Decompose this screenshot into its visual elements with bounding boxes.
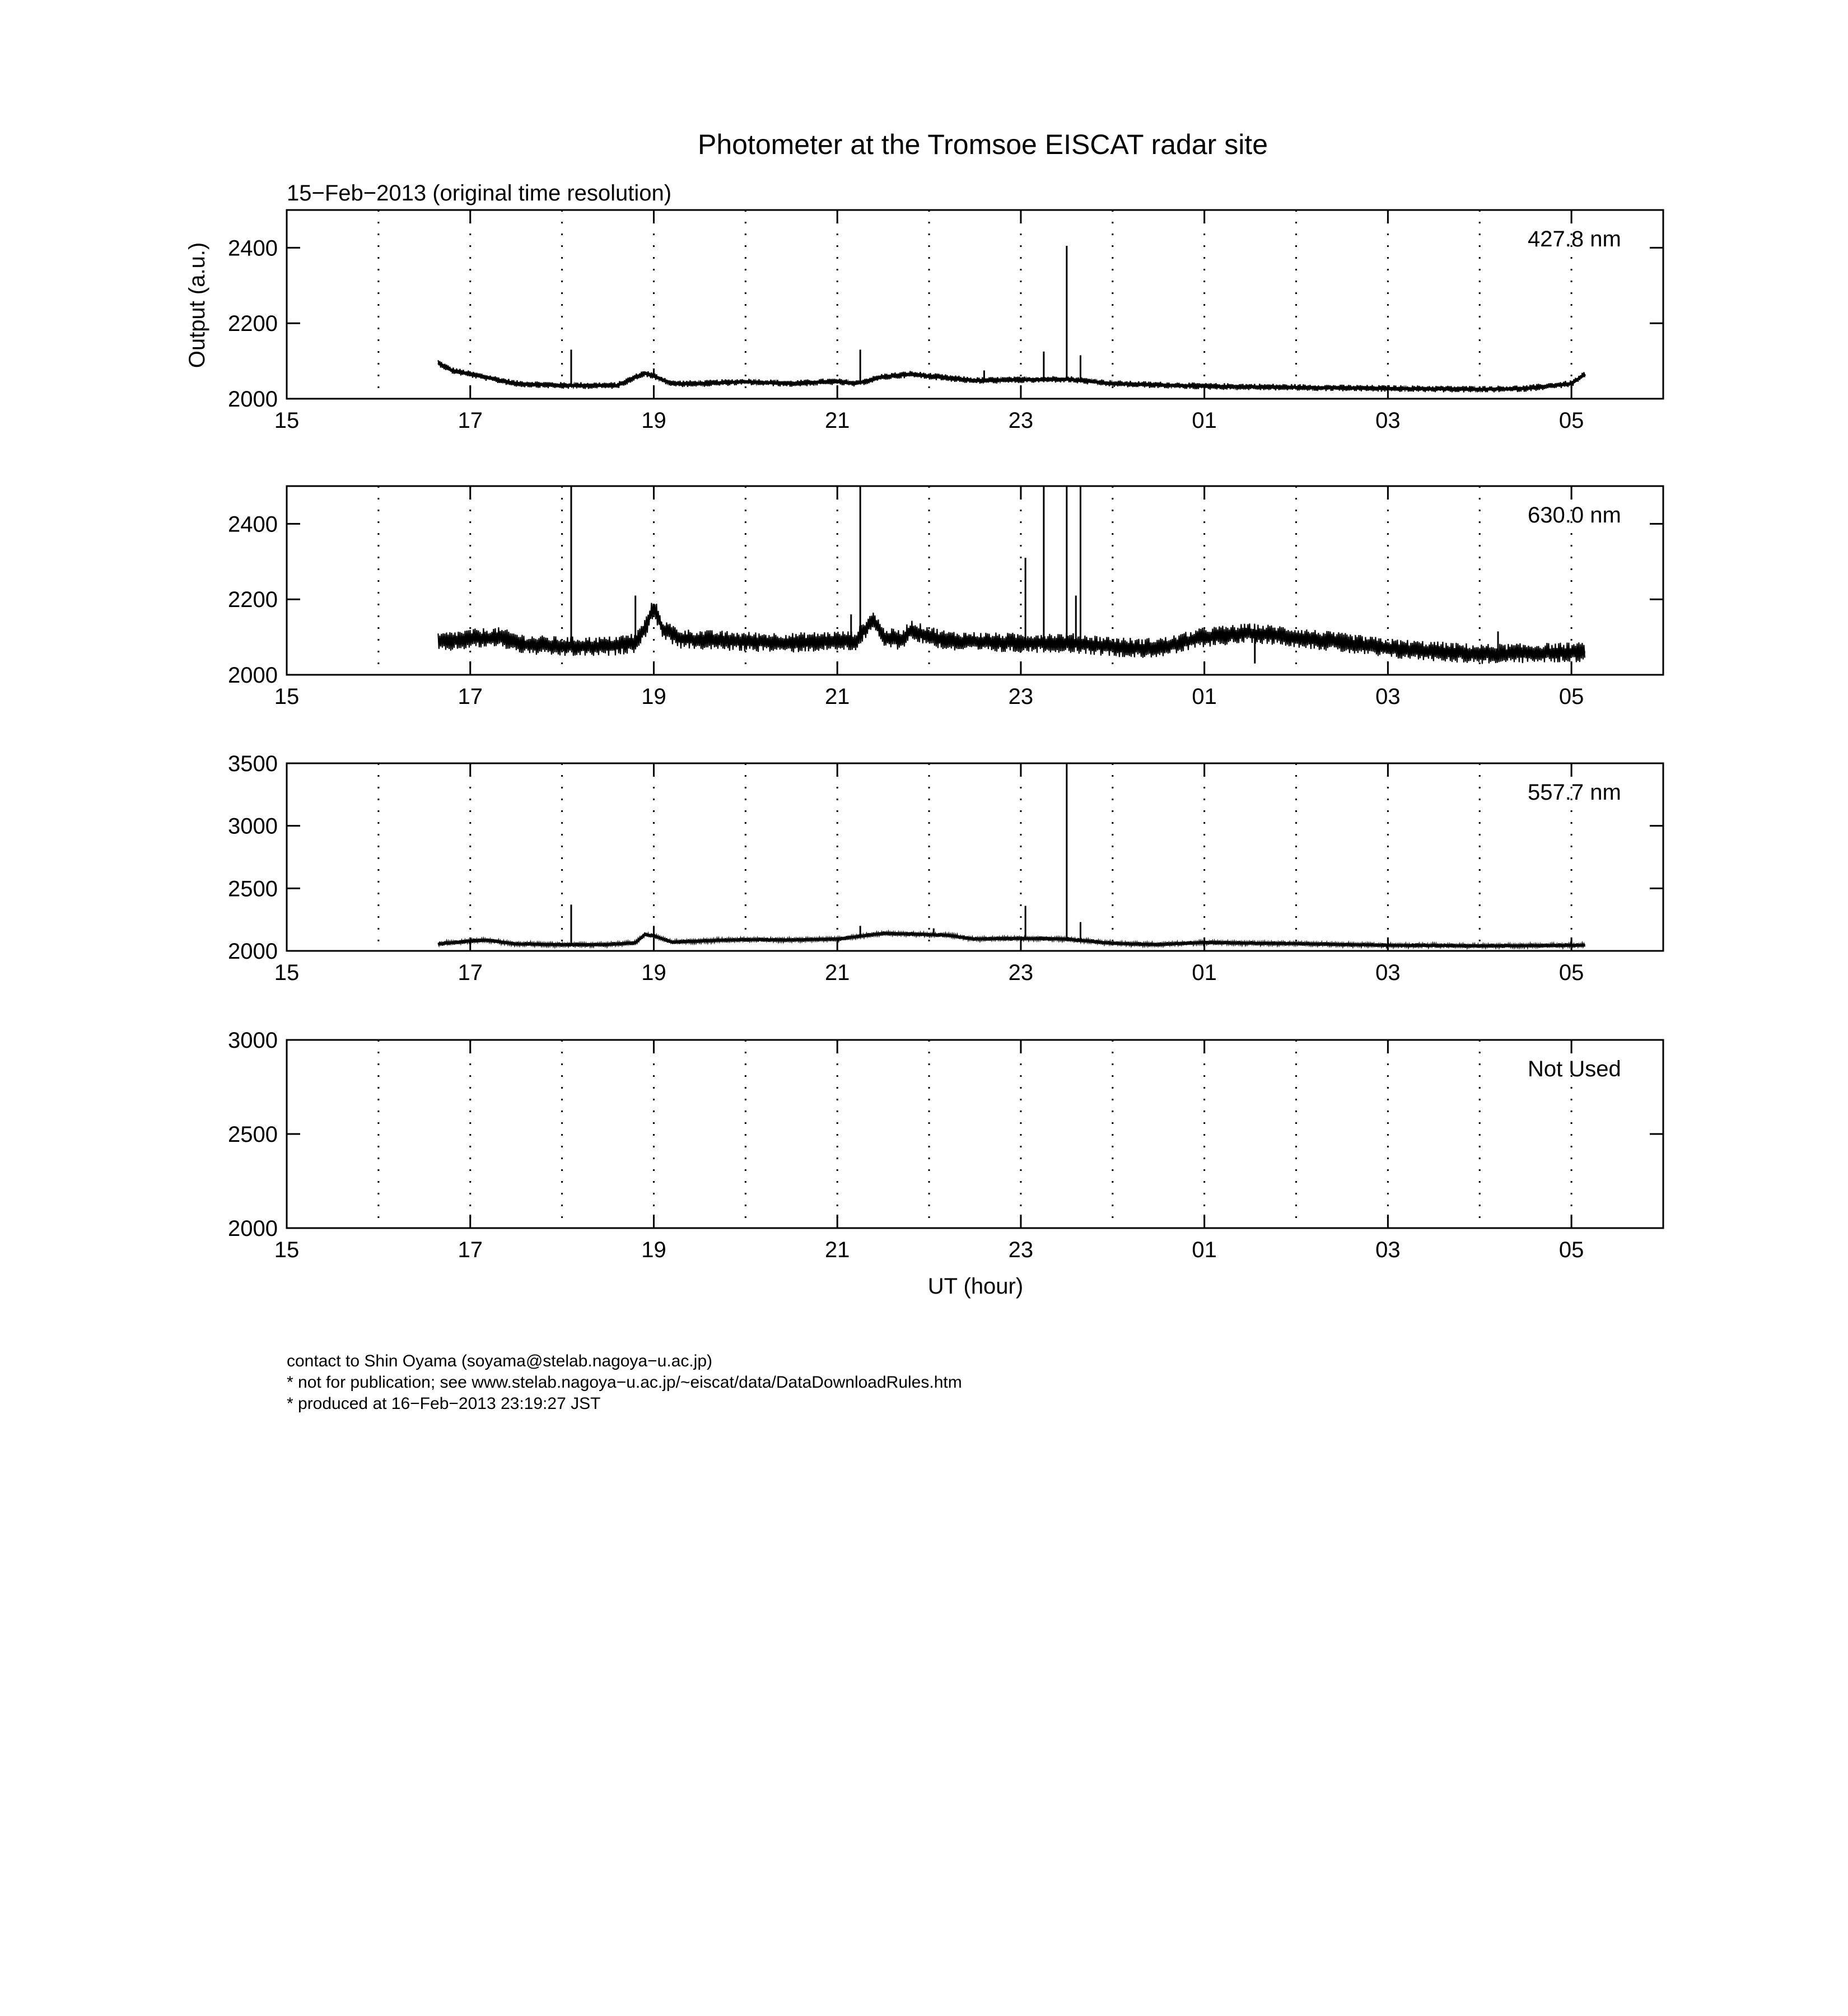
series-label: 427.8 nm [1528, 227, 1621, 251]
x-tick-label: 05 [1558, 408, 1584, 433]
panel-4 [228, 1028, 1663, 1262]
x-axis-label: UT (hour) [927, 1274, 1024, 1299]
x-tick-label: 17 [458, 408, 483, 433]
x-tick-label: 21 [824, 408, 850, 433]
x-tick-label: 23 [1008, 684, 1034, 709]
x-tick-label: 01 [1192, 960, 1217, 985]
footer-notice: * not for publication; see www.stelab.nagoya−u.ac.jp/~eiscat/data/DataDownloadRules.htm [287, 1373, 962, 1392]
x-tick-label: 21 [824, 684, 850, 709]
plot-frame [287, 210, 1663, 399]
x-tick-label: 19 [641, 684, 666, 709]
figure-title: Photometer at the Tromsoe EISCAT radar site [697, 129, 1268, 160]
series-label: 630.0 nm [1528, 503, 1621, 528]
y-tick-label: 2500 [228, 876, 278, 902]
y-tick-label: 3000 [228, 814, 278, 839]
figure-subtitle: 15−Feb−2013 (original time resolution) [287, 181, 672, 206]
y-tick-label: 2200 [228, 311, 278, 337]
panel-1 [228, 210, 1663, 433]
y-tick-label: 2000 [228, 939, 278, 964]
x-tick-label: 19 [641, 960, 666, 985]
x-tick-label: 01 [1192, 684, 1217, 709]
x-tick-label: 03 [1375, 408, 1401, 433]
footer-produced: * produced at 16−Feb−2013 23:19:27 JST [287, 1394, 601, 1413]
x-tick-label: 23 [1008, 1238, 1034, 1262]
series-label: Not Used [1528, 1057, 1621, 1081]
x-tick-label: 05 [1558, 1238, 1584, 1262]
series-trace [438, 603, 1584, 664]
y-tick-label: 2000 [228, 663, 278, 688]
x-tick-label: 17 [458, 1238, 483, 1262]
series-centerline [438, 363, 1585, 389]
y-tick-label: 2400 [228, 236, 278, 261]
x-tick-label: 21 [824, 960, 850, 985]
x-tick-label: 23 [1008, 408, 1034, 433]
panels [228, 210, 1663, 1262]
series-label: 557.7 nm [1528, 780, 1621, 805]
x-tick-label: 15 [274, 1238, 300, 1262]
x-tick-label: 15 [274, 960, 300, 985]
x-tick-label: 03 [1375, 1238, 1401, 1262]
y-tick-label: 3000 [228, 1028, 278, 1053]
x-tick-label: 19 [641, 1238, 666, 1262]
y-tick-label: 2000 [228, 1216, 278, 1241]
x-tick-label: 03 [1375, 960, 1401, 985]
x-tick-label: 17 [458, 684, 483, 709]
x-tick-label: 03 [1375, 684, 1401, 709]
x-tick-label: 21 [824, 1238, 850, 1262]
plot-frame [287, 763, 1663, 951]
x-tick-label: 23 [1008, 960, 1034, 985]
x-tick-label: 15 [274, 408, 300, 433]
panel-2 [228, 486, 1663, 709]
x-tick-label: 19 [641, 408, 666, 433]
y-axis-label: Output (a.u.) [185, 242, 209, 368]
plot-frame [287, 1040, 1663, 1228]
x-tick-label: 15 [274, 684, 300, 709]
footer-contact: contact to Shin Oyama (soyama@stelab.nagoya−u.ac.jp) [287, 1352, 713, 1370]
y-tick-label: 2400 [228, 512, 278, 537]
x-tick-label: 17 [458, 960, 483, 985]
y-tick-label: 2200 [228, 587, 278, 613]
panel-3 [228, 752, 1663, 985]
y-tick-label: 2000 [228, 387, 278, 412]
x-tick-label: 01 [1192, 408, 1217, 433]
y-tick-label: 2500 [228, 1122, 278, 1147]
x-tick-label: 05 [1558, 960, 1584, 985]
x-tick-label: 01 [1192, 1238, 1217, 1262]
y-tick-label: 3500 [228, 752, 278, 776]
x-tick-label: 05 [1558, 684, 1584, 709]
